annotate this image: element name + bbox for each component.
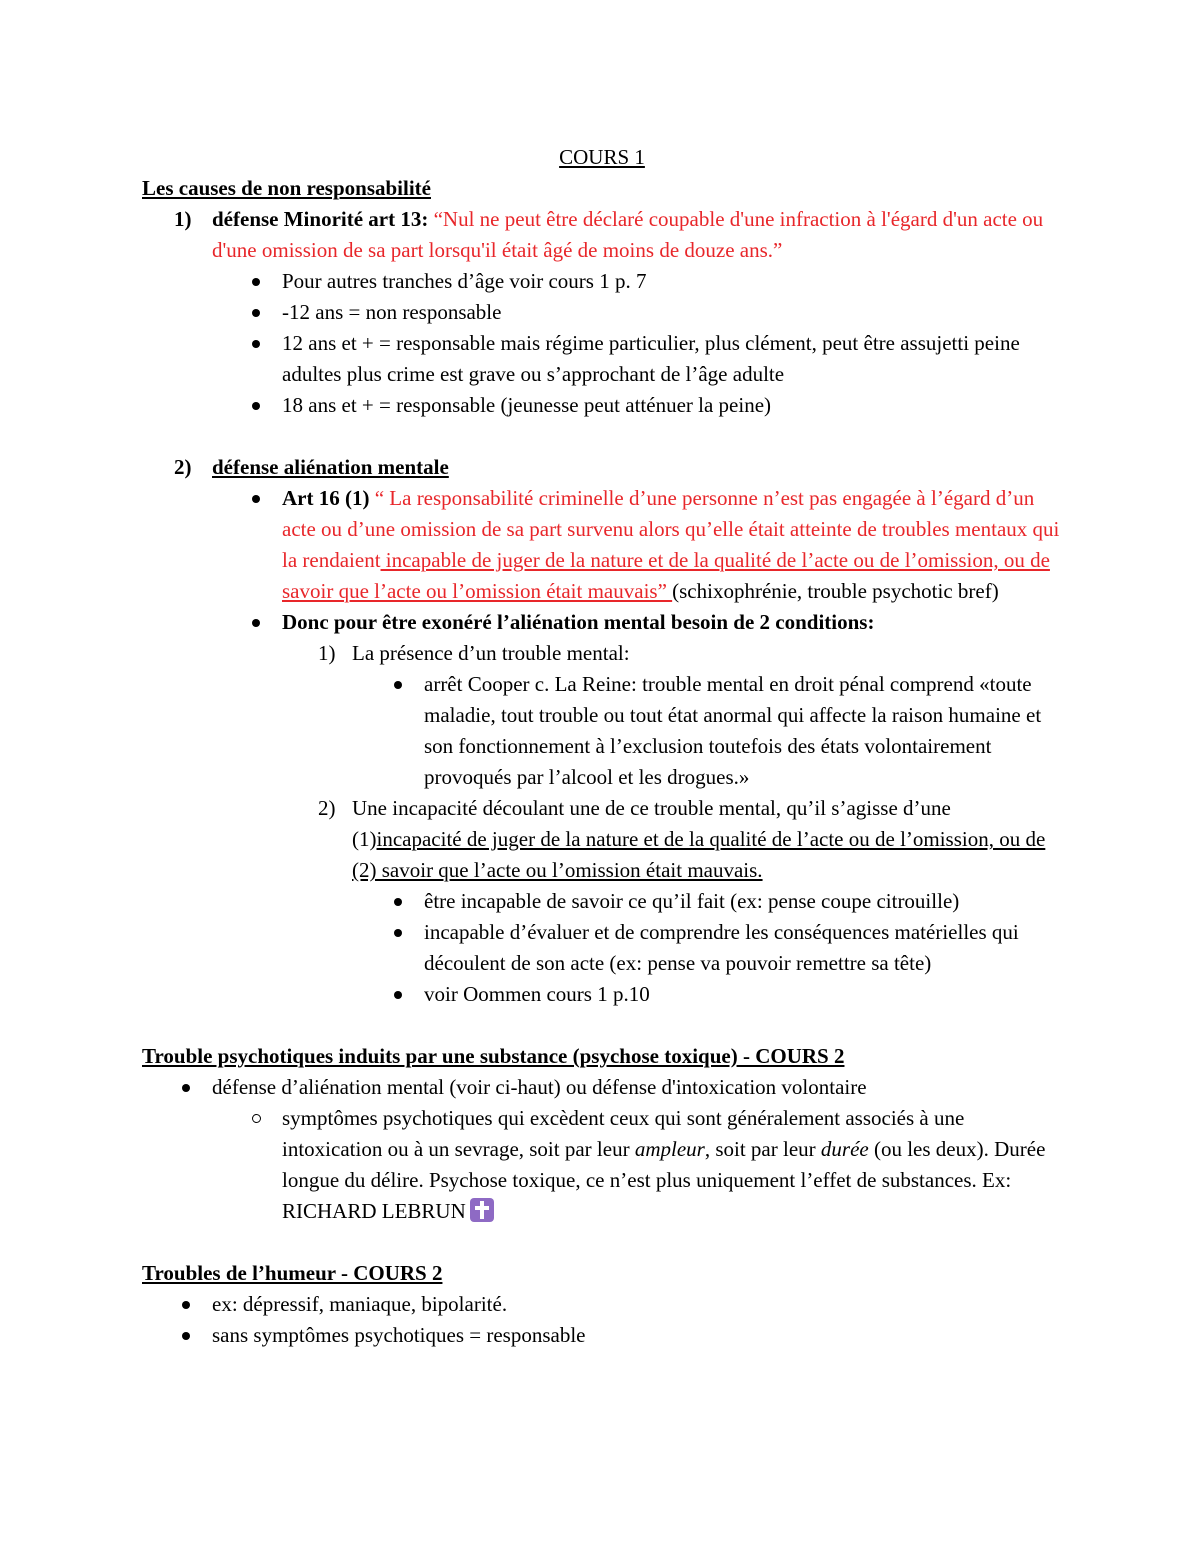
hollow-bullet-icon xyxy=(252,1114,261,1123)
list-item-cooper: arrêt Cooper c. La Reine: trouble mental en droit pénal comprend «toute maladie, tout trouble ou tout état anormal qui affecte la raison humaine et son fonctionnement à l’exclusion toutefois des états volontairement provoqués par l’alcool et les drogues.» xyxy=(424,669,1062,793)
bullet-icon xyxy=(252,278,260,286)
list-item-alienation xyxy=(142,452,1062,483)
document-content xyxy=(142,142,1062,1351)
art13-quote: “Nul ne peut être déclaré coupable d'une infraction à l'égard d'un acte ou d'une omission de sa part lorsqu'il était âgé de moins de douze ans.” xyxy=(212,207,1044,262)
latin-cross-icon xyxy=(470,1198,494,1222)
bullet-icon xyxy=(182,1332,190,1340)
list-number: 1) xyxy=(174,207,192,231)
list-number: 2) xyxy=(174,455,192,479)
art16-note: (schixophrénie, trouble psychotic bref) xyxy=(672,579,999,603)
list-item: Pour autres tranches d’âge voir cours 1 p. 7 xyxy=(282,266,1062,297)
section-heading-causes: Les causes de non responsabilité xyxy=(142,176,431,200)
bullet-icon xyxy=(394,898,402,906)
list-item-sub: symptômes psychotiques qui excèdent ceux qui sont généralement associés à une intoxication ou à un sevrage, soit par leur ampleur, soit par leur durée (ou les deux). Durée longue du délire. Psychose toxique, ce n’est plus uniquement l’effet de substances. Ex: RICHARD LEBRUN xyxy=(282,1103,1062,1227)
bullet-icon xyxy=(252,619,260,627)
list-number: 2) xyxy=(318,796,336,820)
list-item: être incapable de savoir ce qu’il fait (ex: pense coupe citrouille) xyxy=(424,886,1062,917)
bullet-icon xyxy=(394,681,402,689)
list-item: défense d’aliénation mental (voir ci-haut) ou défense d'intoxication volontaire xyxy=(212,1072,1062,1103)
bullet-icon xyxy=(394,929,402,937)
list-item-minorite xyxy=(142,204,1062,266)
art16-label: Art 16 (1) xyxy=(282,486,370,510)
bullet-icon xyxy=(252,495,260,503)
section-heading-psychose: Trouble psychotiques induits par une substance (psychose toxique) - COURS 2 xyxy=(142,1044,845,1068)
bullet-icon xyxy=(182,1084,190,1092)
list-item: sans symptômes psychotiques = responsable xyxy=(212,1320,1062,1351)
art16-quote-underlined: incapable de juger de la nature et de la qualité de l’acte ou de l’omission, ou de savoir que l’acte ou l’omission était mauvais” xyxy=(282,548,1050,603)
condition-1: 1) La présence d’un trouble mental: xyxy=(352,638,1062,669)
list-item-art16 xyxy=(282,483,1062,607)
list-item: 12 ans et + = responsable mais régime particulier, plus clément, peut être assujetti peine adultes plus crime est grave ou s’approchant de l’âge adulte xyxy=(282,328,1062,390)
art16-quote: “ La responsabilité criminelle d’une personne n’est pas engagée à l’égard d’un acte ou d’une omission de sa part survenu alors qu’elle était atteinte de troubles mentaux qui la rendaient xyxy=(282,486,1060,572)
list-item: voir Oommen cours 1 p.10 xyxy=(424,979,1062,1010)
bullet-icon xyxy=(252,402,260,410)
bullet-icon xyxy=(252,340,260,348)
list-item: -12 ans = non responsable xyxy=(282,297,1062,328)
bullet-icon xyxy=(394,991,402,999)
list-item: 18 ans et + = responsable (jeunesse peut atténuer la peine) xyxy=(282,390,1062,421)
page-title: COURS 1 xyxy=(559,145,645,169)
item-label: défense aliénation mentale xyxy=(212,455,449,479)
list-item: ex: dépressif, maniaque, bipolarité. xyxy=(212,1289,1062,1320)
list-number: 1) xyxy=(318,641,336,665)
list-item-donc: Donc pour être exonéré l’aliénation mental besoin de 2 conditions: xyxy=(282,607,1062,638)
item-label: défense Minorité art 13: xyxy=(212,207,429,231)
list-item: incapable d’évaluer et de comprendre les conséquences matérielles qui découlent de son acte (ex: pense va pouvoir remettre sa tête) xyxy=(424,917,1062,979)
bullet-icon xyxy=(182,1301,190,1309)
condition-2: 2) Une incapacité découlant une de ce trouble mental, qu’il s’agisse d’une (1)incapacité de juger de la nature et de la qualité de l’acte ou de l’omission, ou de (2) savoir que l’acte ou l’omission était mauvais. xyxy=(352,793,1062,886)
section-heading-humeur: Troubles de l’humeur - COURS 2 xyxy=(142,1261,443,1285)
bullet-icon xyxy=(252,309,260,317)
